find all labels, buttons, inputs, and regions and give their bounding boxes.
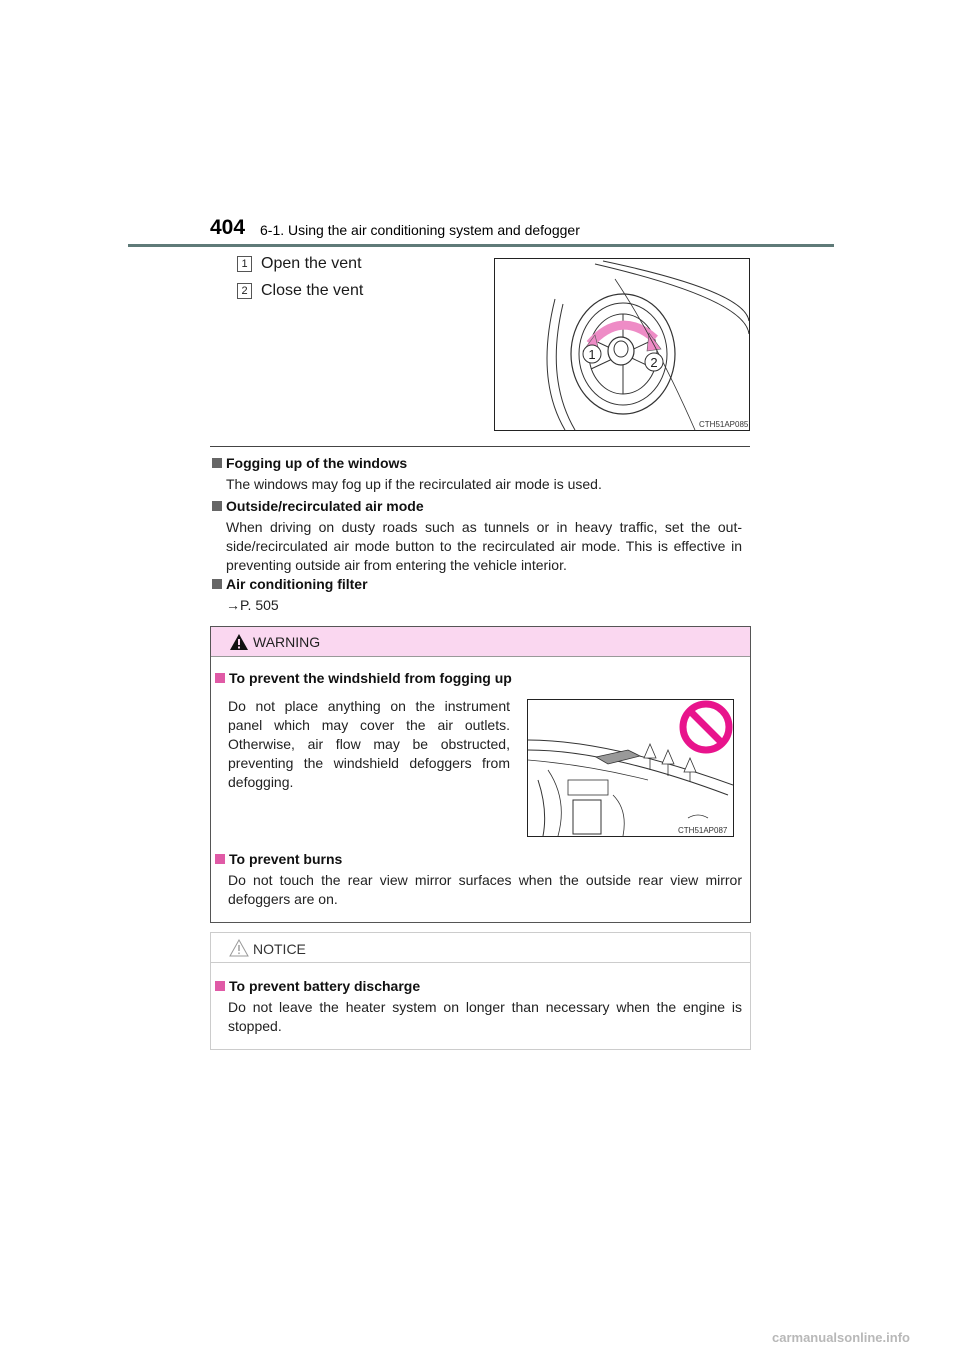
vent-illustration (494, 258, 750, 431)
bullet-square-icon (215, 673, 225, 683)
bullet-square-icon (212, 501, 222, 511)
figure-code: CTH51AP085 (699, 420, 749, 429)
step-number-1: 1 (237, 256, 252, 272)
step-open-vent (237, 255, 362, 273)
warning-triangle-icon (229, 633, 249, 651)
figure-code: CTH51AP087 (678, 826, 728, 835)
bullet-square-icon (215, 981, 225, 991)
step-number-2: 2 (237, 283, 252, 299)
watermark: carmanualsonline.info (772, 1330, 910, 1345)
warning-heading-burns (215, 851, 342, 867)
warning-header (211, 627, 750, 657)
note-body-fogging: The windows may fog up if the recirculated air mode is used. (226, 476, 602, 492)
vent-drawing (495, 259, 749, 430)
page-header (210, 216, 750, 246)
notice-heading-battery (215, 978, 420, 994)
warning-title: WARNING (253, 634, 321, 650)
bullet-square-icon (212, 458, 222, 468)
notice-header (211, 933, 750, 963)
warning-heading-text: To prevent the windshield from fogging up (229, 670, 512, 686)
page-number: 404 (210, 216, 246, 239)
warning-box (210, 626, 751, 923)
warning-heading-windshield (215, 670, 512, 686)
note-heading-fogging (212, 455, 407, 471)
step-close-vent (237, 282, 363, 300)
note-heading-text: Outside/recirculated air mode (226, 498, 424, 514)
note-heading-text: Air conditioning filter (226, 576, 368, 592)
note-heading-text: Fogging up of the windows (226, 455, 408, 471)
notice-heading-text: To prevent battery discharge (229, 978, 421, 994)
bullet-square-icon (212, 579, 222, 589)
dashboard-drawing (528, 700, 733, 836)
notice-title: NOTICE (253, 941, 306, 957)
warning-body-burns: Do not touch the rear view mirror surfaces when the outside rear view mirror defoggers are on. (228, 872, 742, 907)
warning-body-windshield: Do not place anything on the instrument panel which may cover the air outlets. Otherwise, air flow may be obstructed, preventing the windshield defoggers from defogging. (228, 698, 510, 790)
notice-body-battery: Do not leave the heater system on longer than necessary when the engine is stopped. (228, 999, 742, 1034)
header-rule (128, 244, 834, 247)
dashboard-illustration (527, 699, 734, 837)
step-text: Close the vent (261, 282, 364, 299)
callout-1: 1 (588, 347, 596, 362)
note-heading-air-mode (212, 498, 424, 514)
notice-triangle-icon (229, 939, 249, 957)
note-body-air-mode: When driving on dusty roads such as tunnels or in heavy traffic, set the out-side/recirculated air mode button to the recirculated air mode. This is effective in preventing outside air from entering the vehicle interior. (226, 519, 742, 573)
section-title: 6-1. Using the air conditioning system and defogger (260, 222, 580, 238)
note-heading-filter (212, 576, 368, 592)
page-reference-link[interactable]: →P. 505 (226, 597, 279, 613)
bullet-square-icon (215, 854, 225, 864)
notice-box (210, 932, 751, 1050)
section-divider (210, 446, 750, 447)
step-text: Open the vent (261, 255, 362, 272)
warning-heading-text: To prevent burns (229, 851, 343, 867)
callout-2: 2 (650, 355, 658, 370)
